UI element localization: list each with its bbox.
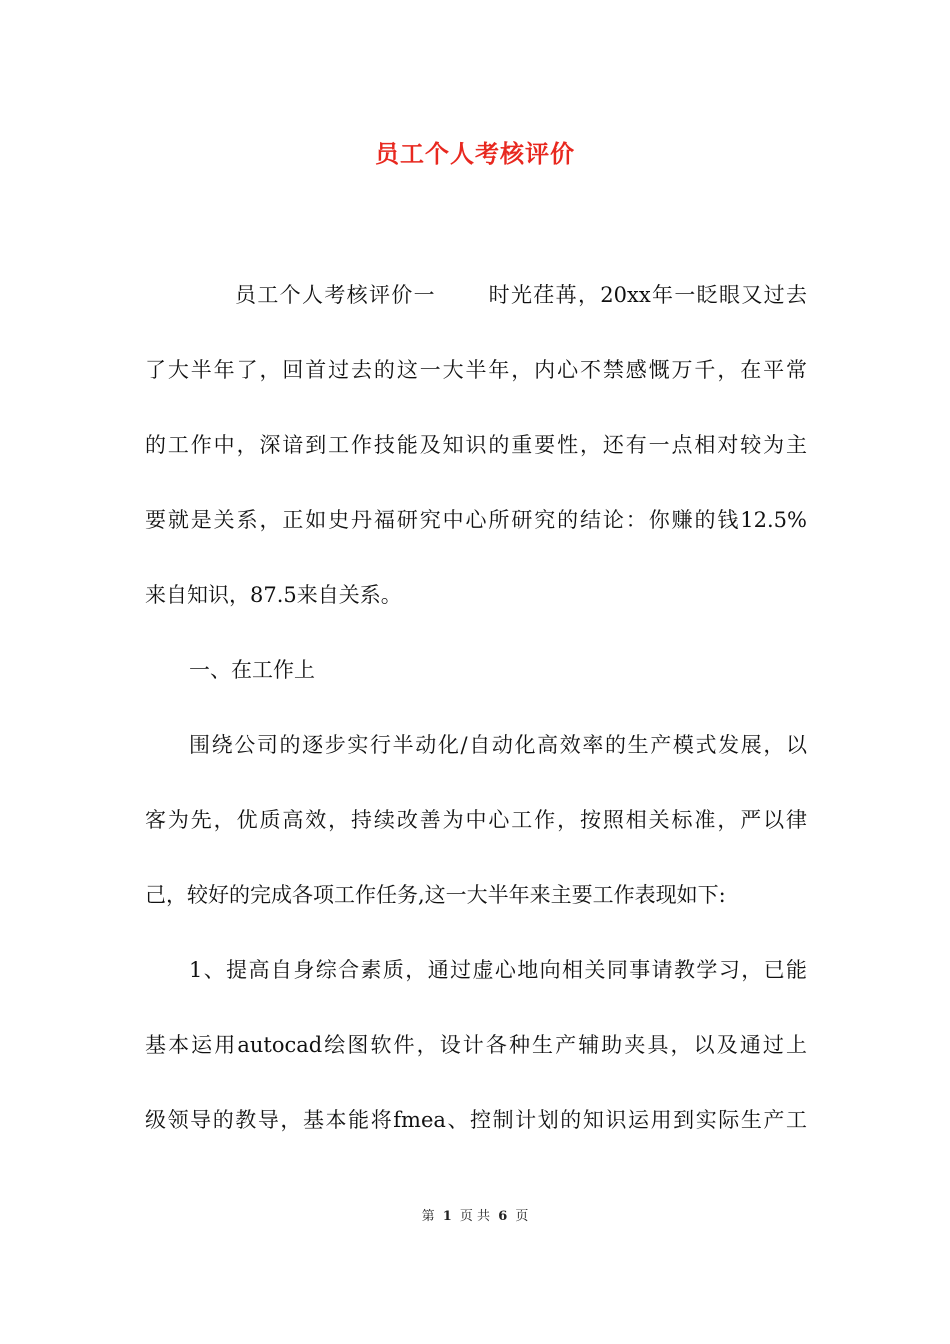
paragraph-line: 员工个人考核评价一 时光荏苒，20xx年一眨眼又过去	[235, 283, 807, 307]
current-page-number: 1	[442, 1209, 452, 1224]
document-title: 员工个人考核评价	[375, 139, 575, 168]
footer-suffix: 页	[515, 1209, 529, 1224]
paragraph-line: 了大半年了，回首过去的这一大半年，内心不禁感慨万千，在平常	[145, 358, 807, 382]
total-page-count: 6	[498, 1209, 508, 1224]
paragraph-line: 基本运用autocad绘图软件，设计各种生产辅助夹具，以及通过上	[145, 1033, 807, 1057]
paragraph-line: 的工作中，深谙到工作技能及知识的重要性，还有一点相对较为主	[145, 433, 807, 457]
paragraph-line: 客为先，优质高效，持续改善为中心工作，按照相关标准，严以律	[145, 808, 807, 832]
paragraph-line: 级领导的教导，基本能将fmea、控制计划的知识运用到实际生产工	[145, 1108, 807, 1132]
page-number-footer	[0, 1207, 950, 1227]
footer-prefix: 第	[421, 1209, 435, 1224]
paragraph-line: 围绕公司的逐步实行半动化/自动化高效率的生产模式发展，以	[189, 733, 807, 757]
paragraph-line: 1、提高自身综合素质，通过虚心地向相关同事请教学习，已能	[189, 958, 807, 982]
section-heading: 一、在工作上	[189, 658, 315, 682]
paragraph-line: 来自知识，87.5来自关系。	[145, 583, 402, 607]
footer-middle: 页 共	[459, 1209, 491, 1224]
paragraph-line: 要就是关系，正如史丹福研究中心所研究的结论：你赚的钱12.5%	[145, 508, 807, 532]
document-body	[145, 272, 807, 1172]
paragraph-line: 己，较好的完成各项工作任务,这一大半年来主要工作表现如下:	[145, 883, 726, 907]
